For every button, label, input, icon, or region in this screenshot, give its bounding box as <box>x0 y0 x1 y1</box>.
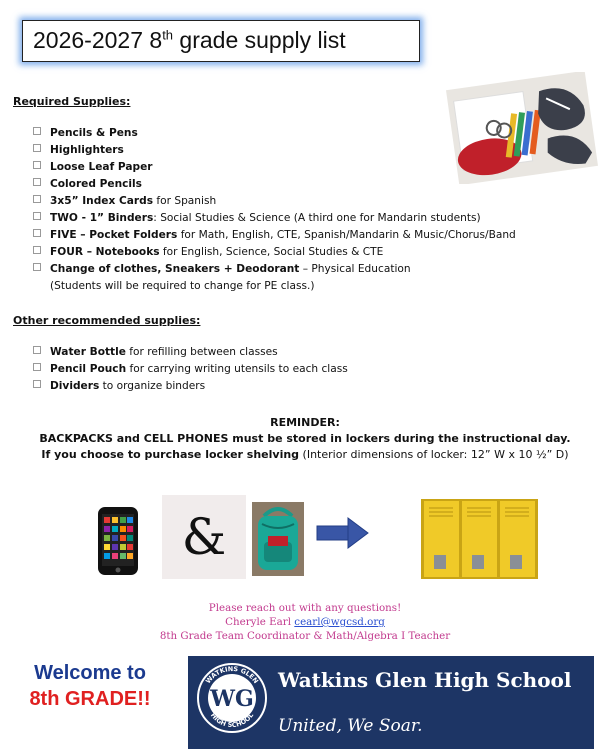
school-tagline: United, We Soar. <box>278 716 423 736</box>
list-item: Change of clothes, Sneakers + Deodorant – Physical Education <box>33 261 516 278</box>
school-supplies-photo <box>446 72 598 184</box>
cell-phone-icon <box>96 505 142 577</box>
welcome-line-1: Welcome to <box>34 662 146 684</box>
list-item: Dividers to organize binders <box>33 378 348 395</box>
checkbox-icon <box>33 127 41 135</box>
list-item: TWO - 1” Binders: Social Studies & Science (A third one for Mandarin students) <box>33 210 516 227</box>
checkbox-icon <box>33 212 41 220</box>
checkbox-icon <box>33 246 41 254</box>
list-item: Loose Leaf Paper <box>33 159 516 176</box>
checkbox-icon <box>33 144 41 152</box>
checkbox-icon <box>33 161 41 169</box>
list-item: Pencil Pouch for carrying writing utensils to each class <box>33 361 348 378</box>
contact-block <box>0 601 610 643</box>
arrow-right-icon <box>316 516 370 550</box>
contact-line-3: 8th Grade Team Coordinator & Math/Algebra I Teacher <box>159 630 451 642</box>
list-item: FIVE – Pocket Folders for Math, English, CTE, Spanish/Mandarin & Music/Chorus/Band <box>33 227 516 244</box>
school-banner <box>188 656 594 749</box>
checkbox-icon <box>33 178 41 186</box>
required-supplies-heading: Required Supplies: <box>13 95 131 108</box>
checkbox-icon <box>33 363 41 371</box>
welcome-text <box>14 660 166 712</box>
welcome-line-2: 8th GRADE!! <box>29 688 151 710</box>
backpack-icon <box>252 502 304 576</box>
svg-text:WATKINS GLEN: WATKINS GLEN <box>204 664 260 686</box>
checkbox-icon <box>33 380 41 388</box>
checkbox-icon <box>33 263 41 271</box>
ampersand-tile <box>162 495 246 579</box>
checkbox-icon <box>33 229 41 237</box>
reminder-title: REMINDER: <box>270 416 340 429</box>
email-link[interactable]: cearl@wgcsd.org <box>294 616 385 628</box>
reminder-block <box>0 415 610 463</box>
title-box <box>22 20 420 62</box>
reminder-line-2: If you choose to purchase locker shelving (Interior dimensions of locker: 12” W x 10 ½” D) <box>41 448 569 461</box>
list-item-continuation: (Students will be required to change for PE class.) <box>50 280 315 292</box>
list-item: 3x5” Index Cards for Spanish <box>33 193 516 210</box>
svg-text:HIGH SCHOOL: HIGH SCHOOL <box>208 711 256 730</box>
school-seal-logo <box>196 662 268 734</box>
contact-line-1: Please reach out with any questions! <box>208 602 402 614</box>
svg-text:WG: WG <box>210 686 254 712</box>
other-supplies-heading: Other recommended supplies: <box>13 314 201 327</box>
school-name: Watkins Glen High School <box>278 668 572 692</box>
required-supplies-list <box>33 125 516 295</box>
list-item: Pencils & Pens <box>33 125 516 142</box>
checkbox-icon <box>33 346 41 354</box>
page-title: 2026-2027 8th grade supply list <box>33 27 346 53</box>
ampersand-glyph: & <box>181 508 227 566</box>
lockers-photo <box>421 499 538 579</box>
list-item: FOUR – Notebooks for English, Science, Social Studies & CTE <box>33 244 516 261</box>
list-item: Highlighters <box>33 142 516 159</box>
list-item: Colored Pencils <box>33 176 516 193</box>
list-item: Water Bottle for refilling between classes <box>33 344 348 361</box>
checkbox-icon <box>33 195 41 203</box>
other-supplies-list <box>33 344 348 395</box>
reminder-line-1: BACKPACKS and CELL PHONES must be stored in lockers during the instructional day. <box>39 432 571 445</box>
contact-line-2: Cheryle Earl cearl@wgcsd.org <box>225 616 385 628</box>
